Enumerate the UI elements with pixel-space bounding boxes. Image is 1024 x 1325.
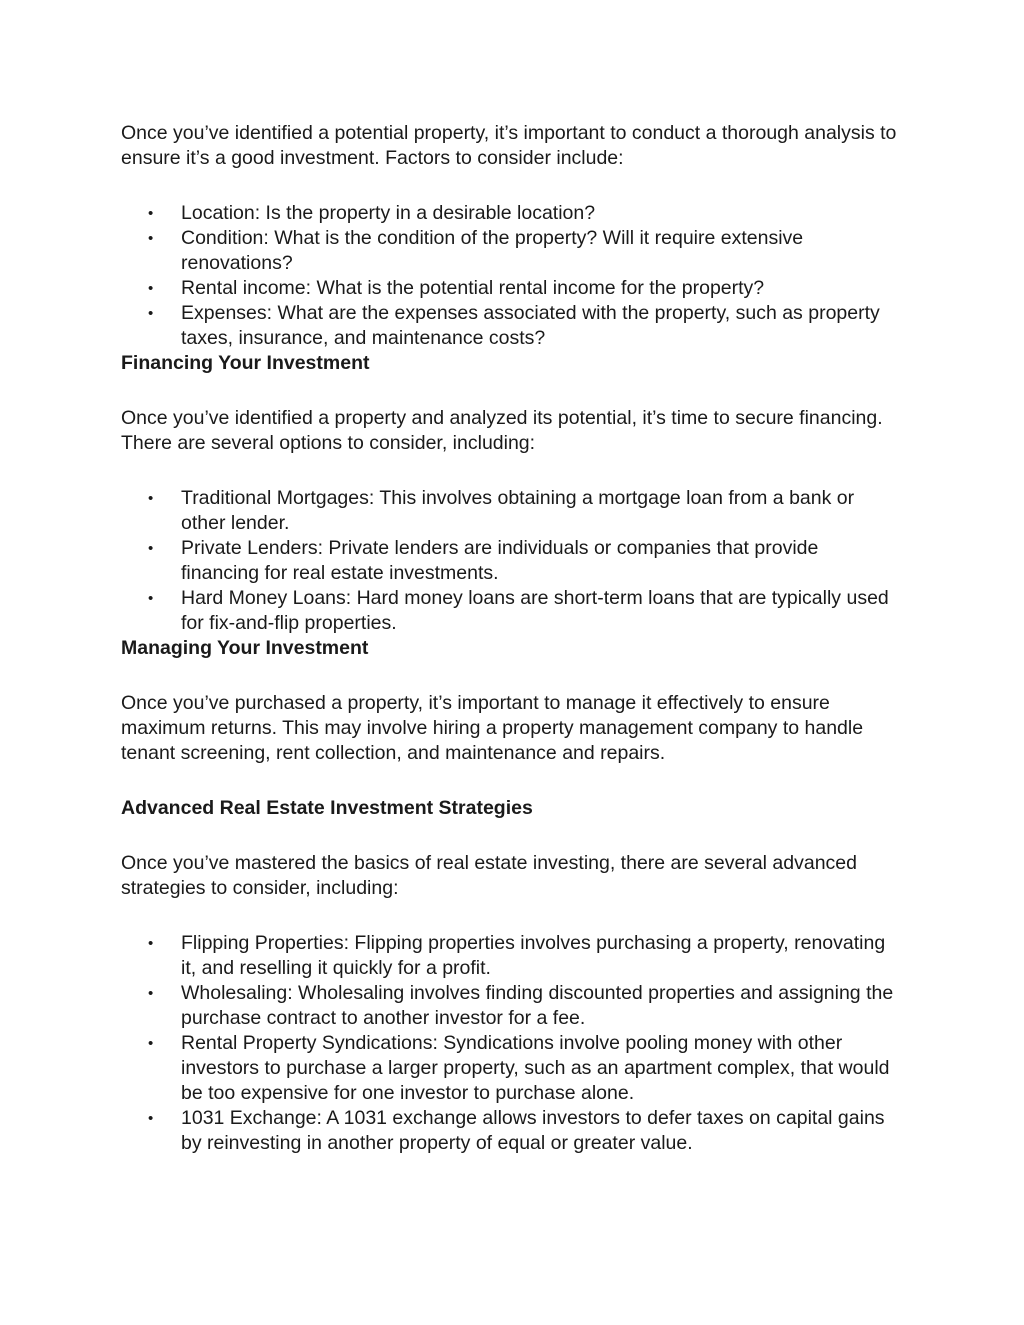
advanced-strategies-heading: Advanced Real Estate Investment Strategies bbox=[121, 797, 533, 819]
managing-paragraph: Once you’ve purchased a property, it’s important to manage it effectively to ensure maximum returns. This may involve hiring a property management company to handle tenant screening, rent collection, and maintenance and repairs. bbox=[121, 692, 864, 764]
analysis-factors-list bbox=[121, 201, 901, 351]
financing-heading: Financing Your Investment bbox=[121, 352, 370, 374]
list-item: • Expenses: What are the expenses associated with the property, such as property taxes, insurance, and maintenance costs? bbox=[181, 301, 901, 351]
financing-intro-paragraph: Once you’ve identified a property and analyzed its potential, it’s time to secure financing. There are several options to consider, including: bbox=[121, 407, 883, 454]
advanced-strategies-list bbox=[121, 931, 901, 1156]
list-item: • Rental Property Syndications: Syndications involve pooling money with other investors to purchase a larger property, such as an apartment complex, that would be too expensive for one investor to purchase alone. bbox=[181, 1031, 901, 1106]
document-page bbox=[121, 121, 901, 1156]
list-item: • Location: Is the property in a desirable location? bbox=[181, 201, 901, 226]
list-item: • Wholesaling: Wholesaling involves finding discounted properties and assigning the purchase contract to another investor for a fee. bbox=[181, 981, 901, 1031]
managing-heading: Managing Your Investment bbox=[121, 637, 369, 659]
list-item: • Condition: What is the condition of the property? Will it require extensive renovations? bbox=[181, 226, 901, 276]
list-item: • Hard Money Loans: Hard money loans are short-term loans that are typically used for fix-and-flip properties. bbox=[181, 586, 901, 636]
list-item: • 1031 Exchange: A 1031 exchange allows investors to defer taxes on capital gains by reinvesting in another property of equal or greater value. bbox=[181, 1106, 901, 1156]
list-item: • Traditional Mortgages: This involves obtaining a mortgage loan from a bank or other lender. bbox=[181, 486, 901, 536]
analysis-intro-paragraph: Once you’ve identified a potential property, it’s important to conduct a thorough analysis to ensure it’s a good investment. Factors to consider include: bbox=[121, 122, 897, 169]
list-item: • Flipping Properties: Flipping properties involves purchasing a property, renovating it, and reselling it quickly for a profit. bbox=[181, 931, 901, 981]
advanced-intro-paragraph: Once you’ve mastered the basics of real estate investing, there are several advanced strategies to consider, including: bbox=[121, 852, 857, 899]
financing-options-list bbox=[121, 486, 901, 636]
list-item: • Rental income: What is the potential rental income for the property? bbox=[181, 276, 901, 301]
list-item: • Private Lenders: Private lenders are individuals or companies that provide financing for real estate investments. bbox=[181, 536, 901, 586]
